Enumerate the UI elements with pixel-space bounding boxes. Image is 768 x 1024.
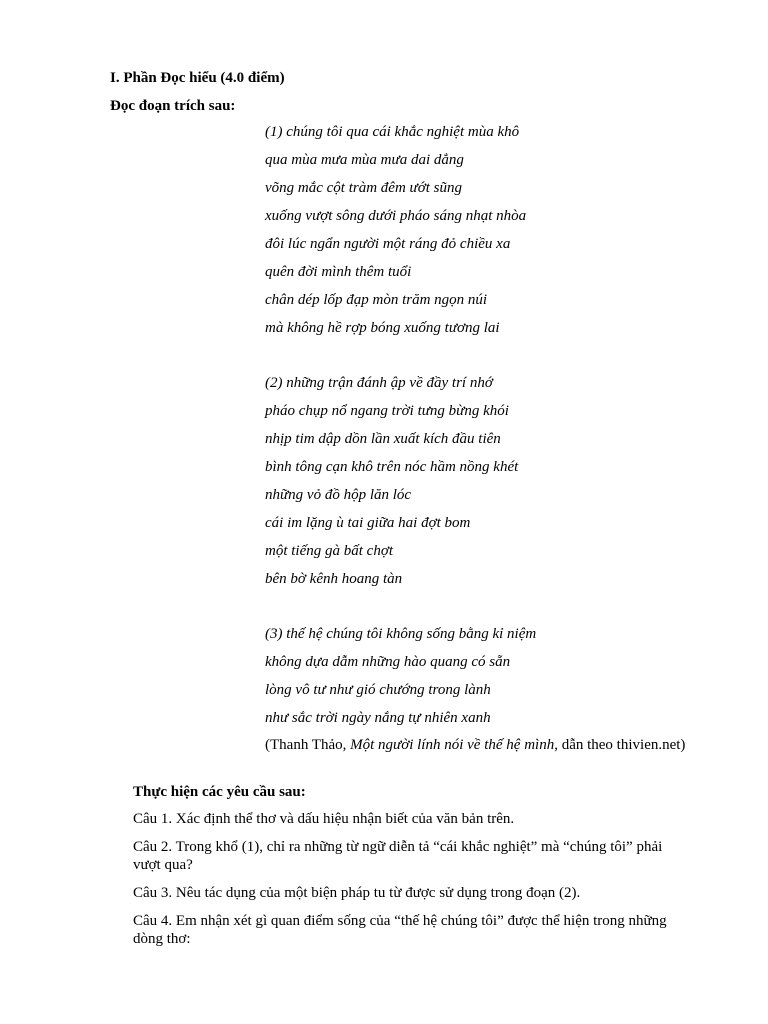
poem-line: đôi lúc ngẩn người một ráng đỏ chiều xa — [265, 236, 511, 252]
poem-line: chân dép lốp đạp mòn trăm ngọn núi — [265, 292, 488, 308]
stanza-spacer — [265, 346, 715, 373]
poem-line: qua mùa mưa mùa mưa dai dẳng — [265, 152, 464, 168]
poem-line: (3) thế hệ chúng tôi không sống bằng kỉ niệm — [265, 626, 537, 642]
poem-line: không dựa dẫm những hào quang có sẵn — [265, 654, 511, 670]
poem-line: bình tông cạn khô trên nóc hầm nồng khét — [265, 459, 519, 475]
question-2: Câu 2. Trong khổ (1), chỉ ra những từ ngữ diễn tả “cái khắc nghiệt” mà “chúng tôi” phải vượt qua? — [133, 839, 663, 873]
poem-line: xuống vượt sông dưới pháo sáng nhạt nhòa — [265, 208, 527, 224]
poem-line: bên bờ kênh hoang tàn — [265, 571, 403, 587]
poem-line: (2) những trận đánh ập về đầy trí nhớ — [265, 375, 493, 391]
source-prefix: (Thanh Thảo, — [265, 737, 351, 753]
poem-line: những vỏ đồ hộp lăn lóc — [265, 487, 412, 503]
question-1: Câu 1. Xác định thể thơ và dấu hiệu nhận biết của văn bản trên. — [133, 811, 515, 827]
stanza-spacer — [265, 597, 715, 624]
reading-instruction: Đọc đoạn trích sau: — [110, 98, 236, 114]
poem-line: một tiếng gà bất chợt — [265, 543, 393, 559]
poem-line: lòng vô tư như gió chướng trong lành — [265, 682, 491, 698]
question-3: Câu 3. Nêu tác dụng của một biện pháp tu từ được sử dụng trong đoạn (2). — [133, 885, 581, 901]
source-work-title: Một người lính nói về thế hệ mình — [350, 737, 555, 753]
poem-line: như sắc trời ngày nắng tự nhiên xanh — [265, 710, 491, 726]
stanza-1 — [265, 122, 715, 346]
poem-line: cái im lặng ù tai giữa hai đợt bom — [265, 515, 471, 531]
poem-line: nhịp tim dập dồn lần xuất kích đầu tiên — [265, 431, 501, 447]
question-4: Câu 4. Em nhận xét gì quan điểm sống của “thế hệ chúng tôi” được thể hiện trong những dòng thơ: — [133, 913, 667, 947]
task-section — [133, 782, 693, 958]
section-title: I. Phần Đọc hiểu (4.0 điểm) — [110, 70, 285, 86]
poem-line: (1) chúng tôi qua cái khắc nghiệt mùa khô — [265, 124, 520, 140]
poem-line: pháo chụp nổ ngang trời tưng bừng khói — [265, 403, 509, 419]
source-suffix: , dẫn theo thivien.net) — [554, 737, 686, 753]
stanza-2 — [265, 373, 715, 597]
poem-line: quên đời mình thêm tuổi — [265, 264, 412, 280]
poem-excerpt — [265, 122, 715, 754]
task-title: Thực hiện các yêu cầu sau: — [133, 784, 306, 800]
poem-line: mà không hề rợp bóng xuống tương lai — [265, 320, 500, 336]
stanza-3 — [265, 624, 715, 736]
source-citation — [265, 736, 715, 754]
poem-line: võng mắc cột tràm đêm ướt sũng — [265, 180, 462, 196]
